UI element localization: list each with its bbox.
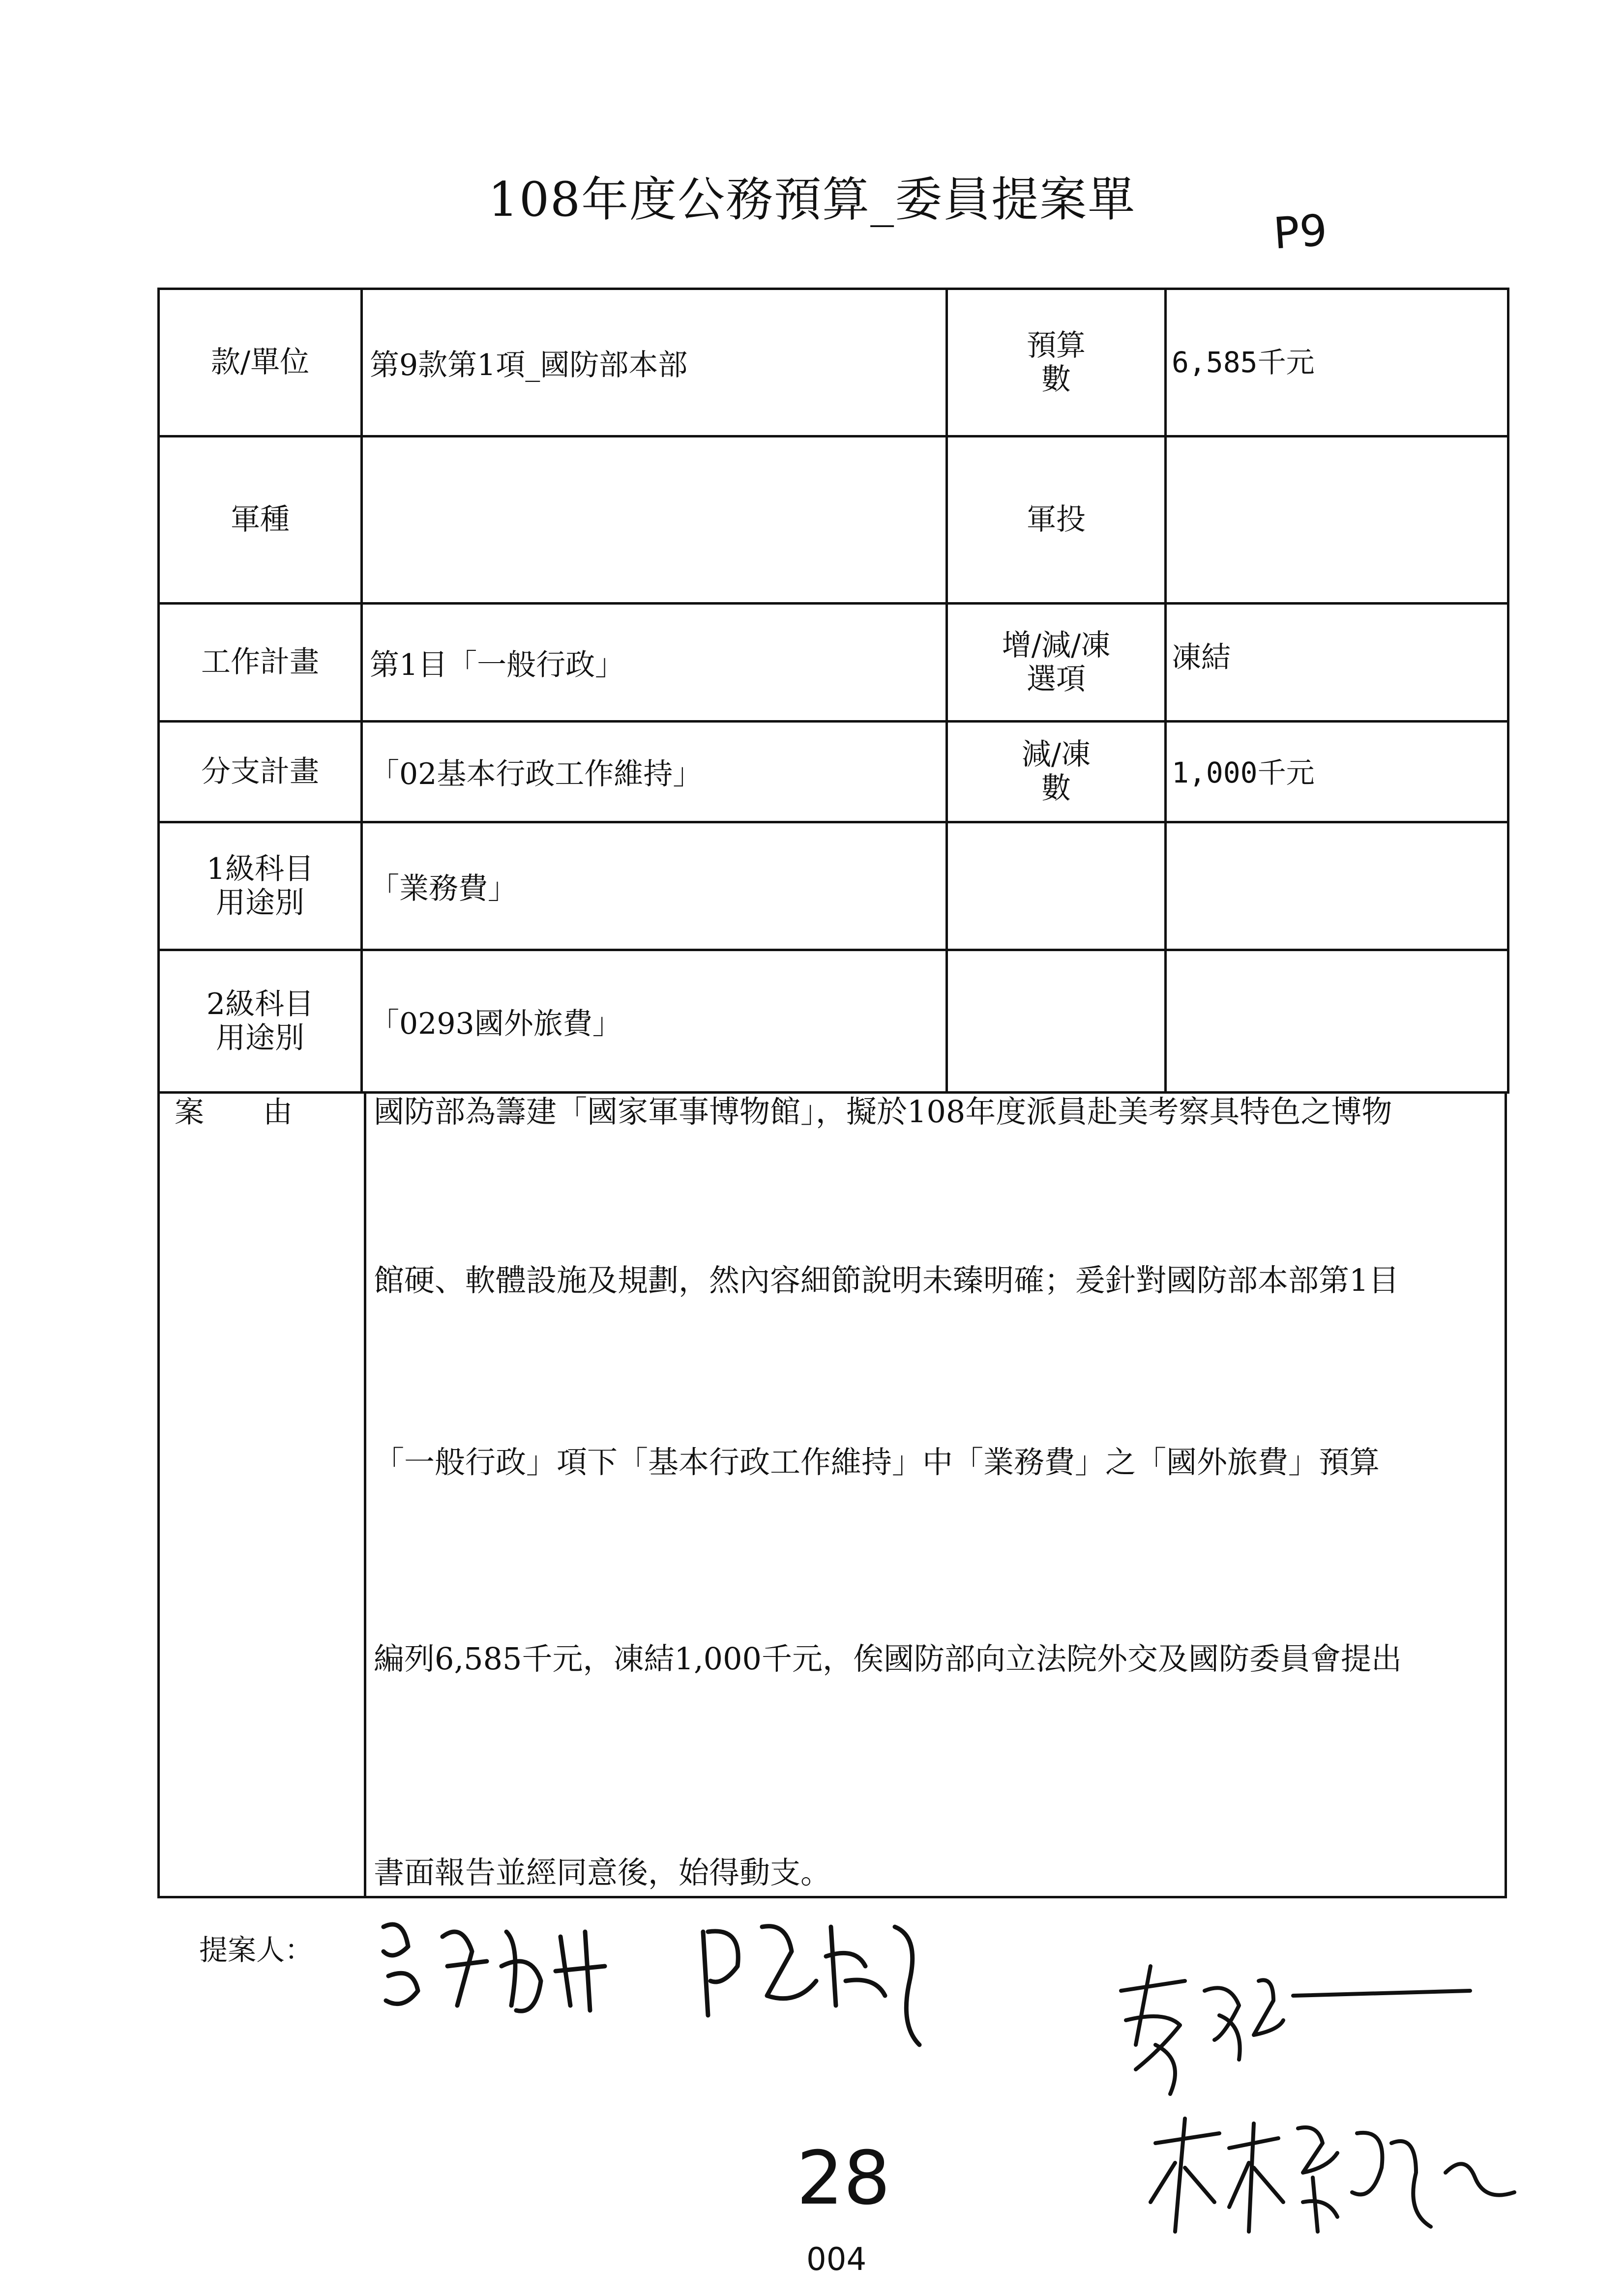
reason-line-5: 書面報告並經同意後，始得動支。: [374, 1855, 831, 1890]
signature-2: [688, 1907, 944, 2055]
level2-empty-a: [947, 950, 1166, 1093]
level2-label-line2: 用途別: [216, 1020, 304, 1055]
budget-label-line2: 數: [1041, 362, 1071, 397]
reason-line-2: 館硬、軟體設施及規劃，然內容細節說明未臻明確；爰針對國防部本部第1目: [374, 1262, 1399, 1298]
level1-label-line1: 1級科目: [206, 851, 314, 886]
budget-value: 6,585千元: [1166, 289, 1508, 436]
reason-line-3: 「一般行政」項下「基本行政工作維持」中「業務費」之「國外旅費」預算: [374, 1444, 1380, 1480]
proposal-form-table: [157, 288, 1509, 1094]
unit-label: 款/單位: [159, 289, 362, 436]
reason-line-4: 編列6,585千元，凍結1,000千元，俟國防部向立法院外交及國防委員會提出: [374, 1641, 1402, 1677]
row-level2: [159, 950, 1508, 1093]
amount-value: 1,000千元: [1166, 722, 1508, 822]
branch-value: [362, 436, 947, 604]
level2-value: 「0293國外旅費」: [362, 950, 947, 1093]
signature-1: [374, 1907, 629, 2035]
amount-label-line2: 數: [1041, 771, 1071, 806]
budget-label: [947, 289, 1166, 436]
row-work-plan: [159, 604, 1508, 722]
level2-label-line1: 2級科目: [206, 987, 314, 1021]
reason-divider: [364, 1092, 366, 1898]
proposer-label: 提案人：: [199, 1933, 314, 1967]
level1-label: [159, 822, 362, 950]
unit-value: 第9款第1項_國防部本部: [362, 289, 947, 436]
investment-label: 軍投: [947, 436, 1166, 604]
level1-empty-a: [947, 822, 1166, 950]
level2-empty-b: [1166, 950, 1508, 1093]
row-unit: [159, 289, 1508, 436]
amount-label: [947, 722, 1166, 822]
level2-label: [159, 950, 362, 1093]
row-level1: [159, 822, 1508, 950]
sub-plan-label: 分支計畫: [159, 722, 362, 822]
reason-line-1: 國防部為籌建「國家軍事博物館」，擬於108年度派員赴美考察具特色之博物: [374, 1094, 1392, 1130]
option-label: [947, 604, 1166, 722]
signature-4: [1141, 2104, 1534, 2251]
reason-label: [175, 1089, 293, 1131]
investment-value: [1166, 436, 1508, 604]
form-title: 108年度公務預算_委員提案單: [488, 172, 1136, 227]
reason-label-char-b: 由: [263, 1095, 293, 1130]
row-sub-plan: [159, 722, 1508, 822]
reason-box: [157, 1092, 1507, 1898]
option-label-line2: 選項: [1027, 662, 1086, 697]
level1-empty-b: [1166, 822, 1508, 950]
handwritten-page-mark: P9: [1271, 204, 1329, 259]
branch-label: 軍種: [159, 436, 362, 604]
level1-value: 「業務費」: [362, 822, 947, 950]
budget-label-line1: 預算: [1027, 328, 1086, 363]
sub-plan-value: 「02基本行政工作維持」: [362, 722, 947, 822]
row-branch: [159, 436, 1508, 604]
amount-label-line1: 減/凍: [1021, 737, 1091, 772]
level1-label-line2: 用途別: [216, 885, 304, 920]
signature-3: [1106, 1961, 1490, 2109]
work-plan-value: 第1目「一般行政」: [362, 604, 947, 722]
option-value: 凍結: [1166, 604, 1508, 722]
page-number: 004: [806, 2241, 867, 2278]
reason-label-char-a: 案: [175, 1095, 204, 1130]
work-plan-label: 工作計畫: [159, 604, 362, 722]
stamp-number: 28: [797, 2136, 890, 2221]
option-label-line1: 增/減/凍: [1002, 628, 1111, 663]
